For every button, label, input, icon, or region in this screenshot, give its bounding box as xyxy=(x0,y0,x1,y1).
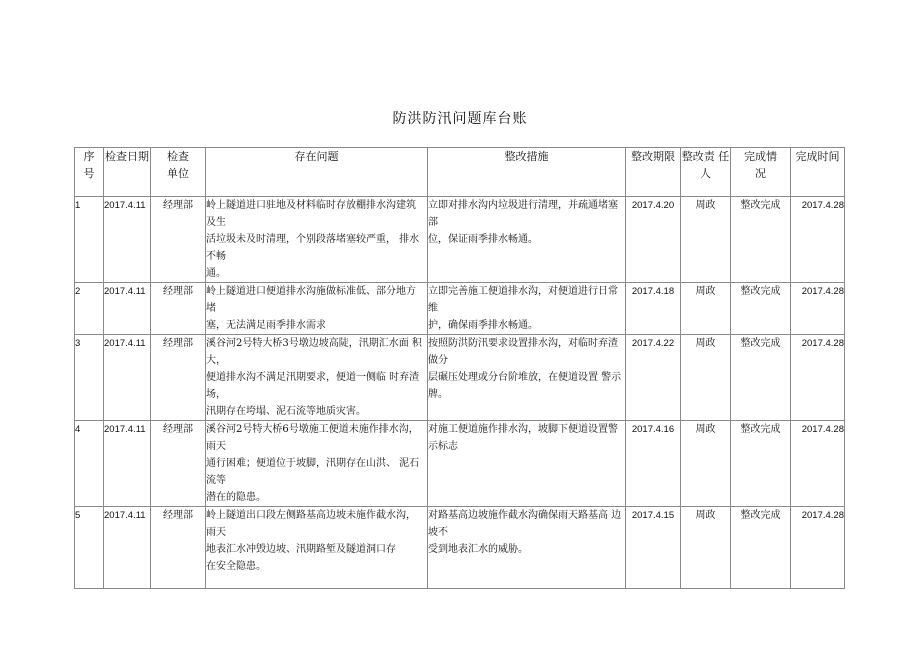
row-seq: 2 xyxy=(75,283,104,335)
row-done: 2017.4.28 xyxy=(791,197,845,283)
row-seq: 3 xyxy=(75,335,104,421)
row-date: 2017.4.11 xyxy=(104,197,151,283)
row-measure: 立即对排水沟内垃圾进行清理，并疏通堵塞 部 位，保证雨季排水畅通。 xyxy=(428,197,626,283)
table-row xyxy=(75,197,845,283)
row-unit: 经理部 xyxy=(151,421,206,507)
row-deadline: 2017.4.22 xyxy=(626,335,681,421)
row-deadline: 2017.4.15 xyxy=(626,507,681,589)
table-row xyxy=(75,335,845,421)
row-issue: 溪谷河2号特大桥6号墩施工便道未施作排水沟， 雨天 通行困难；便道位于坡脚，汛期存在山洪、 泥石流等 潜在的隐患。 xyxy=(206,421,428,507)
row-done: 2017.4.28 xyxy=(791,507,845,589)
row-status: 整改完成 xyxy=(731,335,791,421)
row-person: 周政 xyxy=(681,283,731,335)
row-person: 周政 xyxy=(681,421,731,507)
row-measure: 立即完善施工便道排水沟，对便道进行日常 维 护，确保雨季排水畅通。 xyxy=(428,283,626,335)
row-measure: 对施工便道施作排水沟，坡脚下便道设置警 示标志 xyxy=(428,421,626,507)
row-seq: 5 xyxy=(75,507,104,589)
row-measure: 按照防洪防汛要求设置排水沟，对临时弃渣 做分 层碾压处理或分台阶堆放，在便道设置 警示牌。 xyxy=(428,335,626,421)
row-seq: 4 xyxy=(75,421,104,507)
row-issue: 溪谷河2号特大桥3号墩边坡高陡，汛期汇水面 积大， 便道排水沟不满足汛期要求，便道一侧临 时弃渣场， 汛期存在垮塌、泥石流等地质灾害。 xyxy=(206,335,428,421)
header-row xyxy=(75,148,845,197)
row-status: 整改完成 xyxy=(731,283,791,335)
row-status: 整改完成 xyxy=(731,421,791,507)
header-done: 完成时间 xyxy=(791,148,845,197)
row-date: 2017.4.11 xyxy=(104,335,151,421)
row-deadline: 2017.4.18 xyxy=(626,283,681,335)
row-status: 整改完成 xyxy=(731,507,791,589)
row-issue: 岭上隧道进口驻地及材料临时存放棚排水沟建筑 及生 活垃圾未及时清理，个别段落堵塞较严重， 排水不畅 通。 xyxy=(206,197,428,283)
row-done: 2017.4.28 xyxy=(791,335,845,421)
row-issue: 岭上隧道进口便道排水沟施做标准低、部分地方 堵 塞，无法满足雨季排水需求 xyxy=(206,283,428,335)
row-done: 2017.4.28 xyxy=(791,283,845,335)
row-issue: 岭上隧道出口段左侧路基高边坡未施作截水沟， 雨天 地表汇水冲毁边坡、汛期路堑及隧道洞口存 在安全隐患。 xyxy=(206,507,428,589)
row-unit: 经理部 xyxy=(151,197,206,283)
table-row xyxy=(75,421,845,507)
row-date: 2017.4.11 xyxy=(104,507,151,589)
row-status: 整改完成 xyxy=(731,197,791,283)
header-measure: 整改措施 xyxy=(428,148,626,197)
header-person: 整改责 任 人 xyxy=(681,148,731,197)
row-person: 周政 xyxy=(681,507,731,589)
issue-ledger-table xyxy=(74,147,845,589)
table-row xyxy=(75,283,845,335)
row-measure: 对路基高边坡施作截水沟确保雨天路基高 边坡不 受到地表汇水的威胁。 xyxy=(428,507,626,589)
row-unit: 经理部 xyxy=(151,335,206,421)
header-unit: 检查 单位 xyxy=(151,148,206,197)
header-seq: 序 号 xyxy=(75,148,104,197)
table-row xyxy=(75,507,845,589)
row-unit: 经理部 xyxy=(151,283,206,335)
header-date: 检查日期 xyxy=(104,148,151,197)
header-deadline: 整改期限 xyxy=(626,148,681,197)
header-status: 完成情 况 xyxy=(731,148,791,197)
row-seq: 1 xyxy=(75,197,104,283)
row-date: 2017.4.11 xyxy=(104,421,151,507)
row-person: 周政 xyxy=(681,335,731,421)
row-person: 周政 xyxy=(681,197,731,283)
row-done: 2017.4.28 xyxy=(791,421,845,507)
row-deadline: 2017.4.16 xyxy=(626,421,681,507)
header-issue: 存在问题 xyxy=(206,148,428,197)
row-date: 2017.4.11 xyxy=(104,283,151,335)
document-title: 防洪防汛问题库台账 xyxy=(392,111,528,127)
row-deadline: 2017.4.20 xyxy=(626,197,681,283)
row-unit: 经理部 xyxy=(151,507,206,589)
